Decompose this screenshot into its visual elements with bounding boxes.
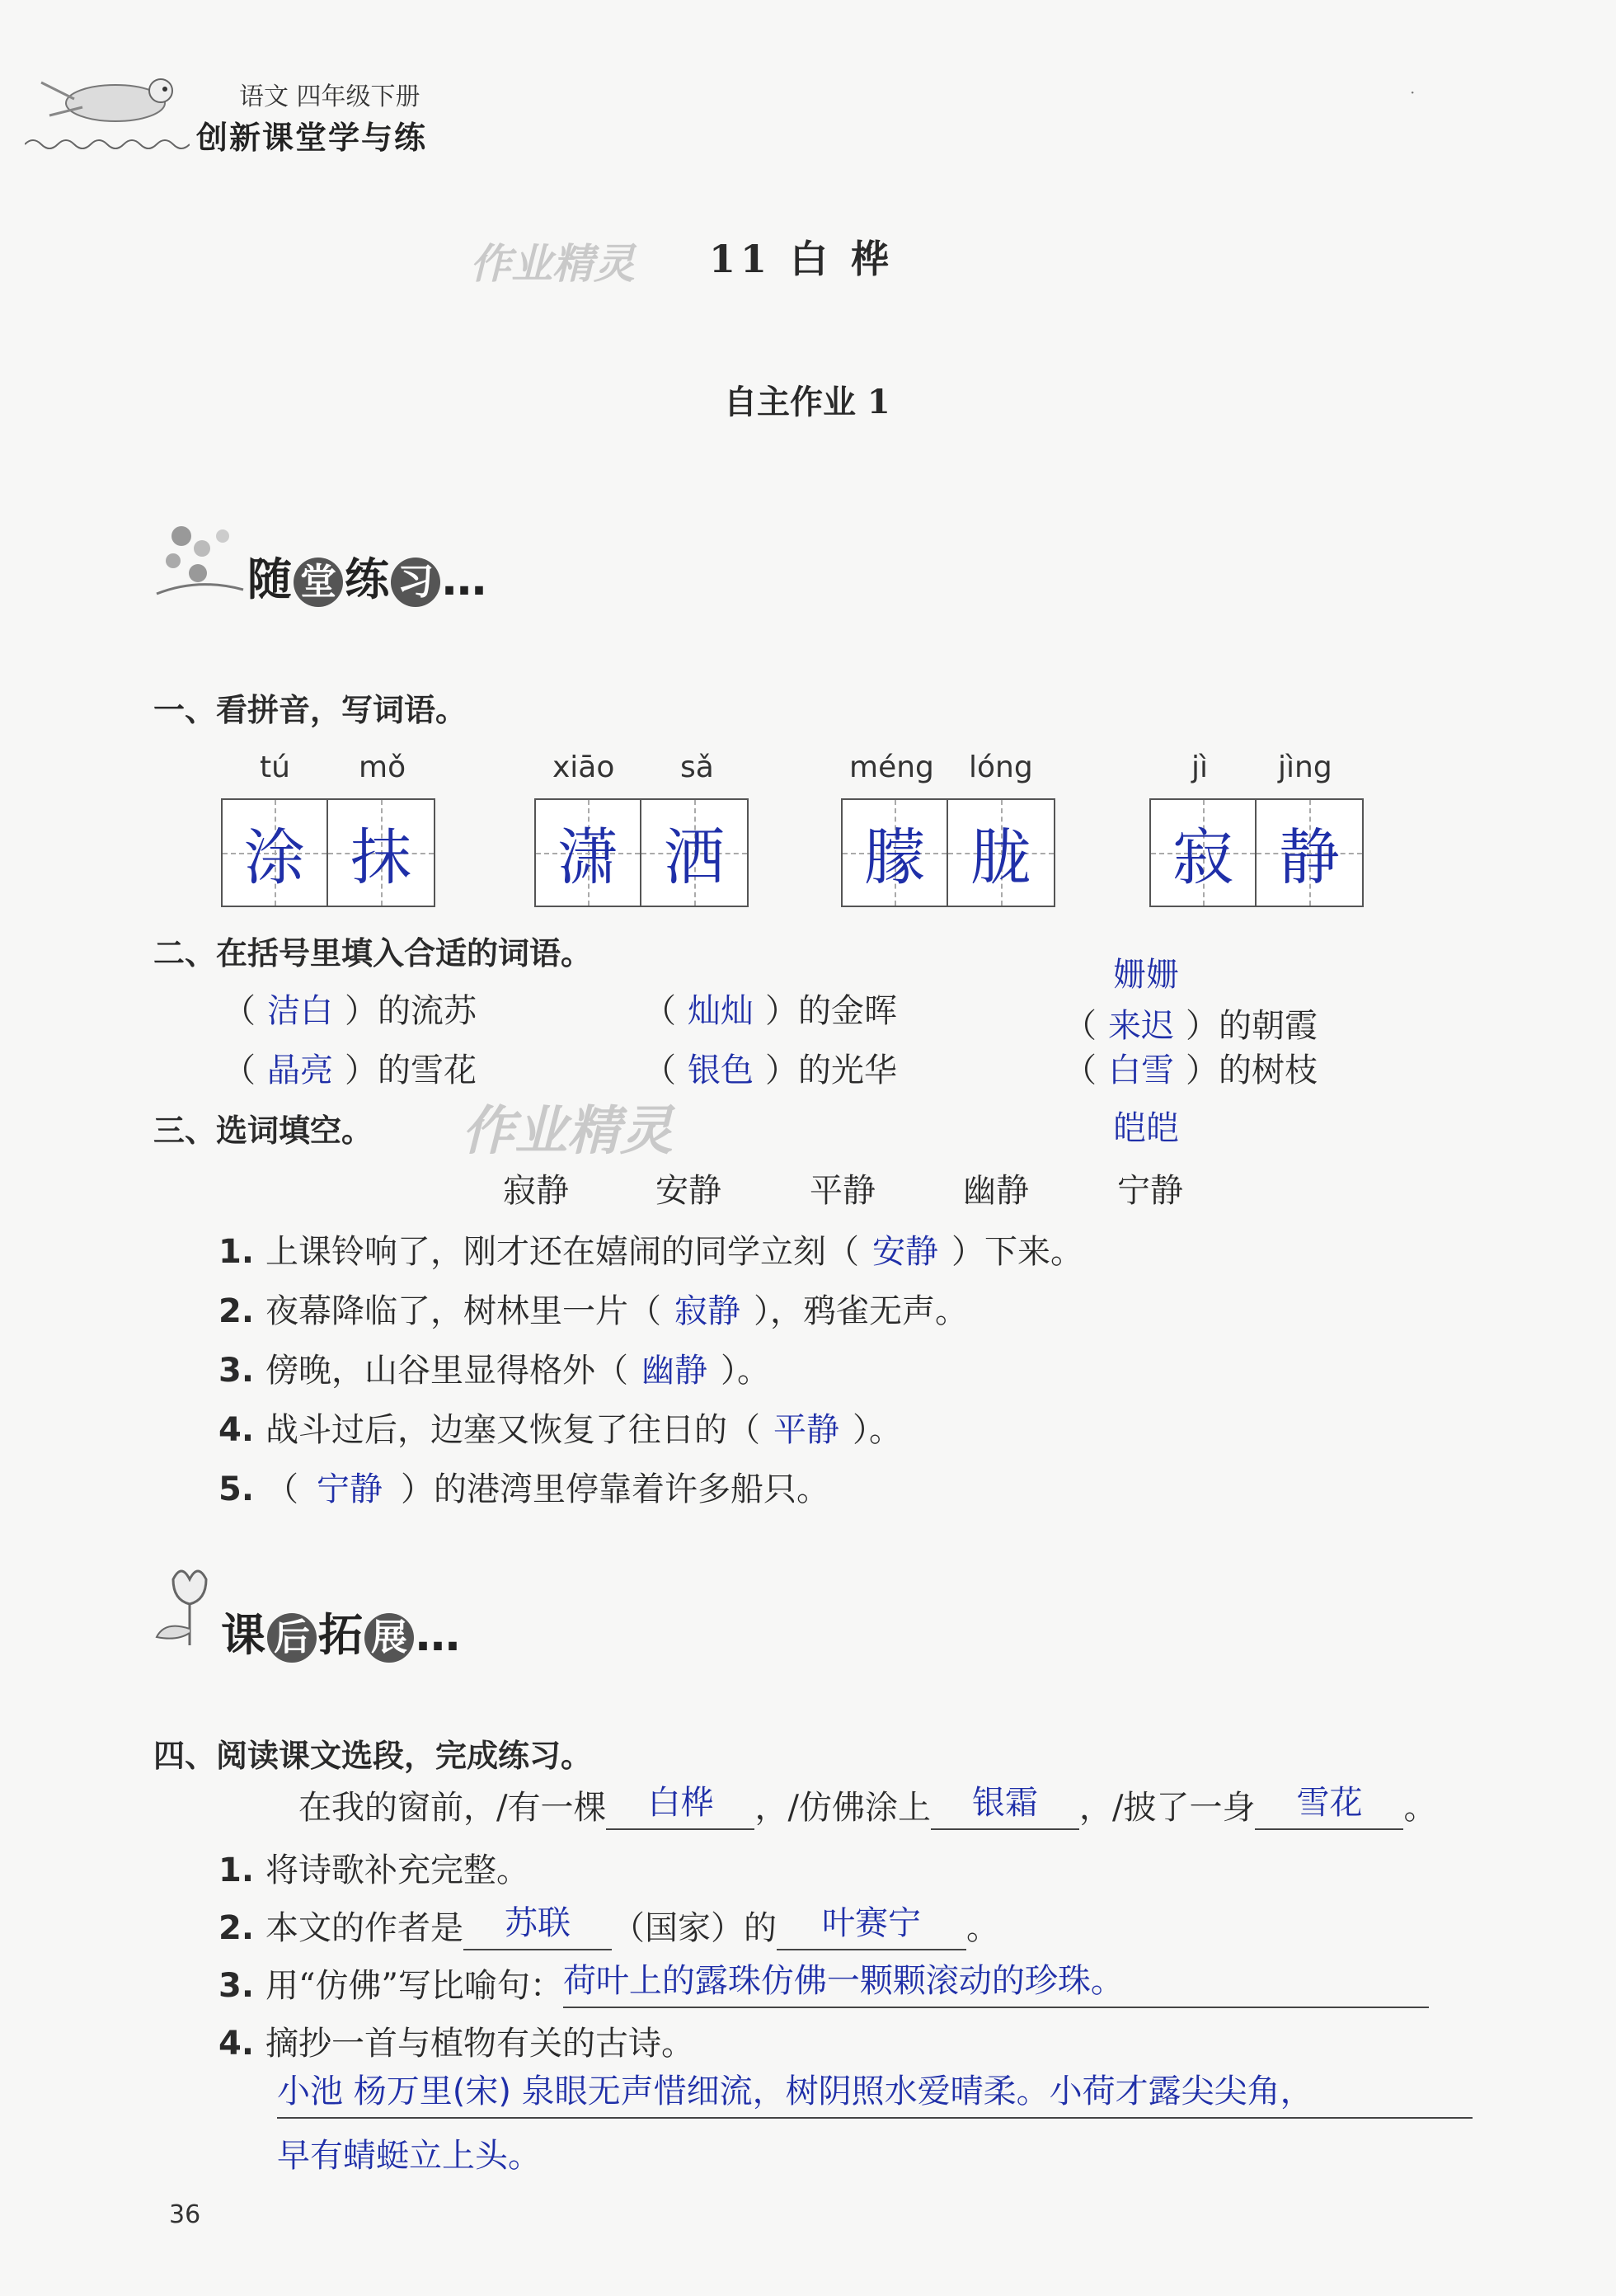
q3-item <box>218 1285 968 1332</box>
pinyin: jìng <box>1278 750 1332 784</box>
q4-item <box>218 1960 1429 2008</box>
suffix: ）的流苏 <box>345 992 477 1030</box>
answer: 叶赛宁 <box>822 1904 922 1942</box>
item-text: （ <box>265 1470 299 1508</box>
q2-item <box>223 985 477 1032</box>
paren: （ <box>1064 1007 1097 1045</box>
section-label: 课 <box>221 1609 265 1661</box>
answer: 白雪 <box>1108 1052 1174 1089</box>
answer-above: 姗姗 <box>1113 956 1179 994</box>
pinyin: mǒ <box>359 750 406 784</box>
q2-prompt: 二、在括号里填入合适的词语。 <box>153 935 593 972</box>
answer: 早有蜻蜓立上头。 <box>277 2137 541 2175</box>
q3-option: 寂静 <box>503 1172 569 1210</box>
q1-prompt: 一、看拼音，写词语。 <box>153 692 467 728</box>
item-text: 将诗歌补充完整。 <box>265 1851 530 1889</box>
section-label: 后 <box>267 1613 317 1663</box>
q4-item <box>218 1844 529 1891</box>
answer: 小池 杨万里(宋) 泉眼无声惜细流，树阴照水爱晴柔。小荷才露尖尖角， <box>277 2073 1313 2110</box>
char-cell <box>223 800 328 906</box>
q3-option: 幽静 <box>963 1172 1029 1210</box>
section-label: 拓 <box>318 1609 363 1661</box>
q4-answer-line <box>277 2070 1473 2119</box>
q3-option: 宁静 <box>1117 1172 1183 1210</box>
q3-item <box>218 1404 902 1451</box>
item-text: ），鸦雀无声。 <box>754 1292 969 1330</box>
answer-below: 皑皑 <box>1113 1109 1179 1147</box>
q2-item <box>1064 1044 1318 1091</box>
item-number: 5. <box>218 1470 255 1508</box>
q4-prompt: 四、阅读课文选段，完成练习。 <box>153 1738 593 1774</box>
item-number: 1. <box>218 1851 255 1889</box>
pinyin: méng <box>849 750 934 784</box>
paren: （ <box>1064 1052 1097 1089</box>
assignment-title: 自主作业 1 <box>724 383 890 421</box>
poem-text: ，/披了一身 <box>1078 1789 1256 1827</box>
paren: （ <box>223 992 256 1030</box>
answer: 荷叶上的露珠仿佛一颗颗滚动的珍珠。 <box>562 1962 1124 2000</box>
watermark: 作业精灵 <box>462 1101 673 1162</box>
paren: （ <box>643 992 676 1030</box>
item-number: 3. <box>218 1352 255 1390</box>
answer: 安静 <box>872 1233 939 1271</box>
page-number: 36 <box>169 2200 201 2229</box>
header-logo-icon <box>25 58 190 157</box>
item-number: 3. <box>218 1967 255 2005</box>
answer-char: 朦 <box>864 822 925 893</box>
answer-char: 洒 <box>664 822 725 893</box>
answer: 宁静 <box>317 1470 383 1508</box>
item-text: 战斗过后，边塞又恢复了往日的（ <box>265 1411 761 1449</box>
watermark: 作业精灵 <box>470 240 635 288</box>
flower-decoration-icon <box>148 511 247 602</box>
item-text: ）的港湾里停靠着许多船只。 <box>401 1470 830 1508</box>
answer: 银霜 <box>971 1784 1038 1822</box>
answer-char: 寂 <box>1172 822 1233 893</box>
header-book-title: 创新课堂学与练 <box>196 120 428 156</box>
item-text: ）。 <box>853 1411 903 1449</box>
item-text: 本文的作者是 <box>265 1909 464 1947</box>
item-text: 。 <box>966 1909 1000 1947</box>
pinyin: jì <box>1191 750 1209 784</box>
answer-char: 潇 <box>557 822 618 893</box>
answer-char: 胧 <box>970 822 1031 893</box>
item-number: 4. <box>218 1411 255 1449</box>
item-number: 4. <box>218 2025 255 2063</box>
answer: 平静 <box>773 1411 840 1449</box>
item-text: ）。 <box>721 1352 771 1390</box>
answer: 洁白 <box>267 992 333 1030</box>
section-label: 展 <box>364 1613 414 1663</box>
suffix: ）的朝霞 <box>1186 1007 1318 1045</box>
answer: 幽静 <box>641 1352 708 1390</box>
char-grid <box>221 798 435 907</box>
answer: 雪花 <box>1296 1784 1363 1822</box>
item-text: 夜幕降临了，树林里一片（ <box>265 1292 662 1330</box>
item-text: 摘抄一首与植物有关的古诗。 <box>265 2025 695 2063</box>
q2-item <box>643 1044 897 1091</box>
answer-char: 涂 <box>244 822 305 893</box>
char-cell <box>536 800 641 906</box>
answer: 银色 <box>688 1052 754 1089</box>
poem-text: 在我的窗前，/有一棵 <box>298 1789 607 1827</box>
section-dots: … <box>442 553 486 605</box>
char-grid <box>1149 798 1364 907</box>
lesson-title: 11 白 桦 <box>709 237 895 281</box>
q2-item <box>643 985 897 1032</box>
answer: 来迟 <box>1108 1007 1174 1045</box>
q2-item <box>1064 1000 1318 1047</box>
item-number: 2. <box>218 1292 255 1330</box>
item-text: （国家）的 <box>612 1909 777 1947</box>
suffix: ）的雪花 <box>345 1052 477 1089</box>
q4-item <box>218 2017 694 2064</box>
section-dots: … <box>416 1609 460 1661</box>
header-subtitle: 语文 四年级下册 <box>239 82 420 111</box>
q2-item <box>223 1044 477 1091</box>
q4-item <box>218 1902 999 1950</box>
q3-option: 安静 <box>655 1172 721 1210</box>
pinyin: xiāo <box>552 750 615 784</box>
answer: 寂静 <box>674 1292 741 1330</box>
pinyin: lóng <box>969 750 1033 784</box>
q3-item <box>218 1344 770 1391</box>
section-label: 堂 <box>294 558 343 607</box>
answer: 晶亮 <box>267 1052 333 1089</box>
q3-item <box>218 1463 829 1510</box>
section-label: 练 <box>345 553 389 605</box>
tulip-decoration-icon <box>148 1563 231 1654</box>
paren: （ <box>223 1052 256 1089</box>
item-text: ）下来。 <box>951 1233 1084 1271</box>
char-grid <box>841 798 1055 907</box>
answer: 灿灿 <box>688 992 754 1030</box>
answer-char: 静 <box>1279 822 1340 893</box>
char-grid <box>534 798 749 907</box>
q4-poem <box>298 1781 1436 1830</box>
q3-item <box>218 1226 1083 1273</box>
suffix: ）的树枝 <box>1186 1052 1318 1089</box>
char-cell <box>1151 800 1257 906</box>
section-label: 随 <box>247 553 292 605</box>
header-dot: · <box>1410 82 1416 102</box>
pinyin: sǎ <box>680 750 714 784</box>
char-cell <box>948 800 1054 906</box>
paren: （ <box>643 1052 676 1089</box>
item-text: 用“仿佛”写比喻句： <box>265 1967 563 2005</box>
item-number: 2. <box>218 1909 255 1947</box>
item-number: 1. <box>218 1233 255 1271</box>
section-label: 习 <box>391 558 440 607</box>
answer: 苏联 <box>505 1904 571 1942</box>
suffix: ）的金晖 <box>765 992 897 1030</box>
q3-option: 平静 <box>810 1172 876 1210</box>
char-cell <box>843 800 948 906</box>
answer-char: 抹 <box>350 822 411 893</box>
answer: 白桦 <box>647 1784 714 1822</box>
poem-text: 。 <box>1403 1789 1437 1827</box>
section-banner-practice <box>247 544 486 608</box>
pinyin: tú <box>260 750 290 784</box>
section-banner-extension <box>221 1600 460 1663</box>
item-text: 傍晚，山谷里显得格外（ <box>265 1352 629 1390</box>
char-cell <box>641 800 747 906</box>
q3-prompt: 三、选词填空。 <box>153 1113 373 1149</box>
item-text: 上课铃响了，刚才还在嬉闹的同学立刻（ <box>265 1233 860 1271</box>
suffix: ）的光华 <box>765 1052 897 1089</box>
char-cell <box>1257 800 1362 906</box>
poem-text: ，/仿佛涂上 <box>754 1789 931 1827</box>
char-cell <box>328 800 434 906</box>
